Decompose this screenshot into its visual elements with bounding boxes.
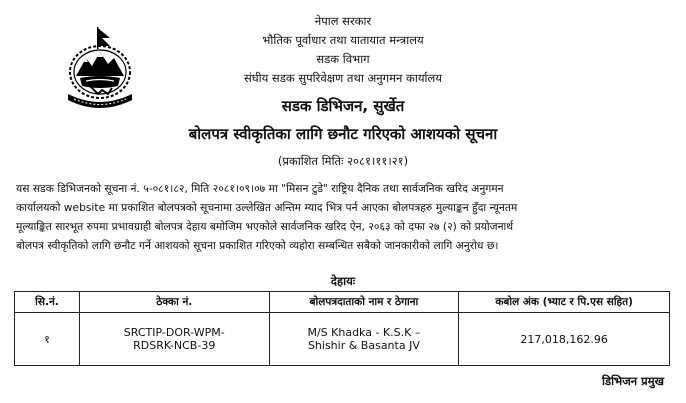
- gov-name: नेपाल सरकार: [314, 14, 372, 28]
- cell-sn: १: [15, 313, 80, 366]
- table-caption: देहायः: [330, 274, 356, 288]
- col-header-contract: ठेक्का नं.: [79, 292, 269, 313]
- office-name: संघीय सडक सुपरिवेक्षण तथा अनुगमन कार्यालय: [244, 71, 442, 85]
- contract-line: RDSRK-NCB-39: [133, 339, 216, 352]
- signatory: डिभिजन प्रमुख: [602, 374, 664, 388]
- col-header-bidder: बोलपत्रदाताको नाम र ठेगाना: [269, 292, 459, 313]
- division-name: सडक डिभिजन, सुर्खेत: [281, 97, 405, 115]
- bidder-line: Shishir & Basanta JV: [307, 339, 420, 352]
- body-line: बोलपत्र स्वीकृतिको लागि छनौट गर्ने आशयको सूचना प्रकाशित गरिएको व्यहोरा सम्बन्धित सबैको जानकारीको लागि अनुरोध छ।: [16, 239, 499, 252]
- award-table: [14, 291, 670, 366]
- table-row: [15, 313, 670, 366]
- department-name: सडक विभाग: [316, 52, 370, 66]
- cell-contract: [79, 313, 269, 366]
- bidder-line: M/S Khadka - K.S.K –: [307, 326, 421, 339]
- body-line: यस सडक डिभिजनको सूचना नं. ५-०८१।८२, मिति २०८१।०९।०७ मा "मिसन टुडे" राष्ट्रिय दैनिक तथा सार्वजनिक खरिद अनुगमन: [16, 182, 504, 195]
- contract-line: SRCTIP-DOR-WPM-: [123, 326, 225, 339]
- body-line: मूल्याङ्कित सारभूत रुपमा प्रभावग्राही बोलपत्र देहाय बमोजिम भएकोले सार्वजनिक खरिद ऐन, २०६३ को दफा २७ (२) को प्रयोजनार्थ: [16, 220, 514, 233]
- col-header-sn: सि.नं.: [15, 292, 80, 313]
- notice-body: [16, 179, 672, 255]
- cell-bidder: [269, 313, 459, 366]
- ministry-name: भौतिक पूर्वाधार तथा यातायात मन्त्रालय: [262, 33, 424, 47]
- notice-title: बोलपत्र स्वीकृतिका लागि छनौट गरिएको आशयको सूचना: [188, 125, 498, 143]
- table-header-row: [15, 292, 670, 313]
- cell-amount: 217,018,162.96: [459, 313, 670, 366]
- body-line: कार्यालयको website मा प्रकाशित बोलपत्रको सूचनामा उल्लेखित अन्तिम म्याद भित्र पर्न आएका बोलपत्रहरु मुल्याङ्कन हुँदा न्यूनतम: [16, 201, 518, 214]
- col-header-amount: कबोल अंक (भ्याट र पि.एस सहित): [459, 292, 670, 313]
- published-date: (प्रकाशित मितिः २०८१।११।२१): [277, 154, 409, 168]
